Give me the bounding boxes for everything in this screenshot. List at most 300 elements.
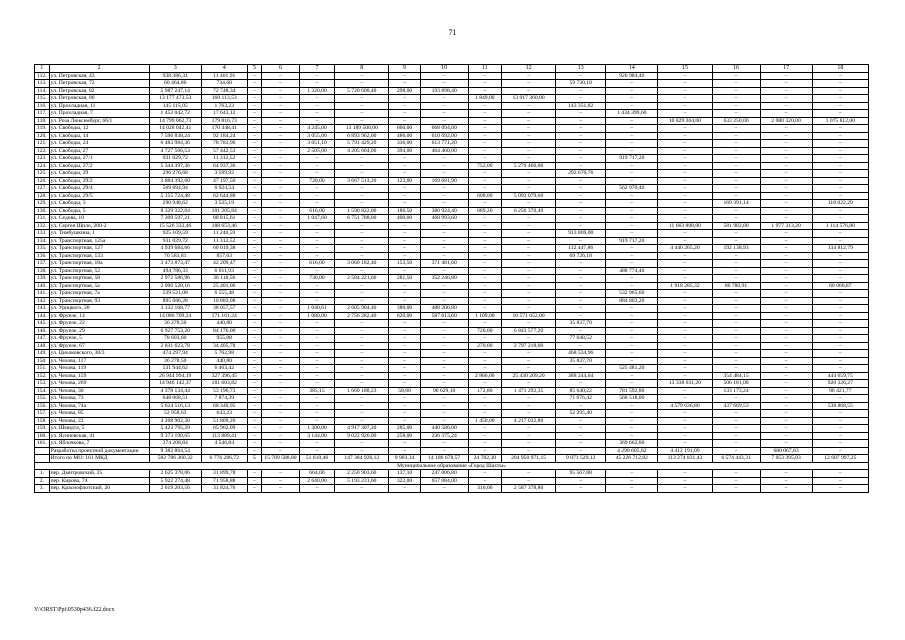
table-cell: – xyxy=(812,335,868,343)
table-cell: ул. Чехова, 73 xyxy=(49,395,149,403)
table-row xyxy=(35,252,869,260)
table-cell: – xyxy=(468,252,501,260)
table-cell: – xyxy=(262,305,300,313)
table-cell: – xyxy=(712,140,760,148)
table-cell: – xyxy=(420,380,468,388)
table-cell: – xyxy=(247,87,262,95)
table-cell: 920 326,27 xyxy=(812,380,868,388)
table-cell: – xyxy=(335,110,389,118)
table-cell: – xyxy=(501,477,555,485)
table-cell: 2 625 378,06 xyxy=(149,470,201,478)
table-cell: – xyxy=(420,222,468,230)
table-cell: 144. xyxy=(35,312,50,320)
table-cell: – xyxy=(658,102,712,110)
table-cell: – xyxy=(501,245,555,253)
table-cell: – xyxy=(420,357,468,365)
table-cell: 1 114 576,80 xyxy=(812,222,868,230)
table-cell: – xyxy=(468,320,501,328)
table-cell: 608,00 xyxy=(468,192,501,200)
table-cell: – xyxy=(556,200,606,208)
table-cell: – xyxy=(420,320,468,328)
table-cell: – xyxy=(606,80,658,88)
table-cell: 118 022,29 xyxy=(812,200,868,208)
table-cell: – xyxy=(712,320,760,328)
table-cell: 569 894,94 xyxy=(149,185,201,193)
table-cell: – xyxy=(299,155,334,163)
table-cell: – xyxy=(247,305,262,313)
table-cell: – xyxy=(556,95,606,103)
table-row xyxy=(35,200,869,208)
table-cell: 136. xyxy=(35,252,50,260)
table-cell: – xyxy=(812,230,868,238)
table-cell: – xyxy=(760,365,812,373)
table-cell: – xyxy=(299,440,334,448)
table-cell: – xyxy=(606,282,658,290)
table-cell: – xyxy=(760,357,812,365)
table-cell: – xyxy=(501,140,555,148)
table-cell: 270,00 xyxy=(468,342,501,350)
table-cell: – xyxy=(468,245,501,253)
table-cell: – xyxy=(658,440,712,448)
table-cell: 112 447,86 xyxy=(556,245,606,253)
table-row xyxy=(35,72,869,80)
table-cell: – xyxy=(501,237,555,245)
table-cell: ул. Тимбушкина, 1 xyxy=(49,230,149,238)
table-cell: 6 574 443,31 xyxy=(712,455,760,463)
table-cell: – xyxy=(760,192,812,200)
table-cell: – xyxy=(262,402,300,410)
table-cell: – xyxy=(262,387,300,395)
table-cell: 322,00 xyxy=(389,477,420,485)
table-cell: – xyxy=(420,80,468,88)
table-row xyxy=(35,147,869,155)
table-cell: – xyxy=(812,275,868,283)
table-cell: 247 006,80 xyxy=(420,470,468,478)
table-cell: 96 421,77 xyxy=(812,387,868,395)
table-cell: – xyxy=(420,267,468,275)
table-cell: – xyxy=(247,342,262,350)
table-cell: ул. Прохладная, 7 xyxy=(49,110,149,118)
table-cell: – xyxy=(468,395,501,403)
table-cell: 1 977 313,20 xyxy=(760,222,812,230)
table-cell: – xyxy=(606,470,658,478)
table-cell: – xyxy=(262,365,300,373)
table-cell: – xyxy=(606,432,658,440)
table-cell: 494 786,33 xyxy=(149,267,201,275)
table-cell: – xyxy=(812,470,868,478)
table-cell: 5 922 274,48 xyxy=(149,477,201,485)
table-cell: – xyxy=(556,215,606,223)
table-cell: 146. xyxy=(35,327,50,335)
table-cell: 2 640,00 xyxy=(299,477,334,485)
table-cell: – xyxy=(812,477,868,485)
table-cell: – xyxy=(389,402,420,410)
table-cell: 3 xyxy=(149,65,201,73)
table-cell: – xyxy=(335,342,389,350)
table-cell: – xyxy=(262,170,300,178)
table-cell: Итого по МО: 161 МКД xyxy=(49,455,149,463)
table-cell: 285,00 xyxy=(389,425,420,433)
table-cell: – xyxy=(712,192,760,200)
table-row xyxy=(35,485,869,493)
table-cell: – xyxy=(760,230,812,238)
table-cell: ул. Циолковского, 30/3 xyxy=(49,350,149,358)
table-cell: 369 662,00 xyxy=(606,440,658,448)
table-cell: 9 xyxy=(389,65,420,73)
table-cell: 122. xyxy=(35,147,50,155)
table-cell: 45 226 712,82 xyxy=(606,455,658,463)
table-cell: 6 011,93 xyxy=(201,267,247,275)
table-cell: – xyxy=(299,320,334,328)
table-cell: ул. Свободы, 3 xyxy=(49,200,149,208)
table-cell: 13 189 500,00 xyxy=(335,125,389,133)
table-cell: – xyxy=(760,132,812,140)
table-row xyxy=(35,395,869,403)
table-cell: – xyxy=(299,335,334,343)
table-cell: – xyxy=(335,485,389,493)
table-cell: 7 596 838,24 xyxy=(149,132,201,140)
table-cell: – xyxy=(556,447,606,455)
table-cell: – xyxy=(812,207,868,215)
table-cell: 3 884 392,60 xyxy=(149,177,201,185)
table-cell: – xyxy=(335,162,389,170)
table-cell: – xyxy=(658,432,712,440)
table-cell: – xyxy=(501,447,555,455)
table-cell: – xyxy=(335,335,389,343)
table-cell: – xyxy=(760,485,812,493)
table-cell: – xyxy=(501,110,555,118)
table-cell: 9 903,34 xyxy=(389,455,420,463)
table-cell: – xyxy=(247,380,262,388)
table-cell: – xyxy=(468,125,501,133)
table-cell: 169 391,14 xyxy=(712,200,760,208)
table-cell: – xyxy=(468,282,501,290)
table-cell: – xyxy=(812,162,868,170)
table-cell: 125. xyxy=(35,170,50,178)
table-cell: ул. Свободы, 24 xyxy=(49,140,149,148)
table-cell: 1 320,00 xyxy=(299,87,334,95)
table-cell: – xyxy=(606,320,658,328)
table-cell: – xyxy=(712,312,760,320)
table-cell: – xyxy=(712,410,760,418)
table-cell: 36 278,50 xyxy=(149,357,201,365)
table-cell: – xyxy=(658,170,712,178)
table-cell: – xyxy=(468,335,501,343)
table-cell: 1 918 285,32 xyxy=(658,282,712,290)
table-cell: 5 093 079,60 xyxy=(501,192,555,200)
table-cell: – xyxy=(760,297,812,305)
table-cell: – xyxy=(420,72,468,80)
table-cell: – xyxy=(468,102,501,110)
table-row xyxy=(35,230,869,238)
table-cell: – xyxy=(299,95,334,103)
table-cell: – xyxy=(335,327,389,335)
table-row xyxy=(35,102,869,110)
table-cell: 84 176,00 xyxy=(201,327,247,335)
table-cell: – xyxy=(712,417,760,425)
table-cell: 35 837,70 xyxy=(556,357,606,365)
table-cell: – xyxy=(247,117,262,125)
table-cell: – xyxy=(247,147,262,155)
table-cell: 160. xyxy=(35,432,50,440)
table-cell: – xyxy=(556,87,606,95)
table-cell: – xyxy=(262,297,300,305)
table-cell: 120. xyxy=(35,132,50,140)
table-cell: – xyxy=(556,72,606,80)
table-cell: 18 xyxy=(812,65,868,73)
table-cell: 506 181,08 xyxy=(712,380,760,388)
table-cell: 17 xyxy=(760,65,812,73)
table-cell: – xyxy=(247,200,262,208)
table-cell: 440,80 xyxy=(201,357,247,365)
table-cell: 70 583,81 xyxy=(149,252,201,260)
table-cell: 26 944 994,19 xyxy=(149,372,201,380)
table-row xyxy=(35,140,869,148)
table-cell: 720,00 xyxy=(299,177,334,185)
table-cell: 9 382 864,54 xyxy=(149,447,201,455)
table-cell: 127. xyxy=(35,185,50,193)
table-cell: – xyxy=(389,117,420,125)
table-cell: – xyxy=(501,252,555,260)
table-cell: 955,08 xyxy=(201,335,247,343)
table-cell: – xyxy=(262,95,300,103)
table-cell: 36 278,50 xyxy=(149,320,201,328)
table-cell: 121. xyxy=(35,140,50,148)
table-cell: – xyxy=(262,447,300,455)
table-cell: – xyxy=(606,350,658,358)
table-cell: – xyxy=(389,395,420,403)
table-cell: – xyxy=(556,425,606,433)
table-cell: – xyxy=(501,222,555,230)
table-row xyxy=(35,432,869,440)
table-cell: ул. Фрунзе, 29 xyxy=(49,327,149,335)
table-cell: – xyxy=(760,410,812,418)
table-cell: 10 829 364,00 xyxy=(658,117,712,125)
table-cell: 51 869,20 xyxy=(201,417,247,425)
table-cell: – xyxy=(760,162,812,170)
table-cell: 895 686,28 xyxy=(149,297,201,305)
table-cell: 1 xyxy=(35,65,50,73)
table-cell: – xyxy=(299,117,334,125)
table-cell: 1 450,00 xyxy=(468,417,501,425)
table-cell: – xyxy=(299,350,334,358)
table-cell: – xyxy=(468,305,501,313)
table-cell: – xyxy=(262,410,300,418)
table-cell: – xyxy=(501,357,555,365)
table-cell: 5 193 231,60 xyxy=(335,477,389,485)
table-cell: – xyxy=(262,87,300,95)
table-cell: 620,00 xyxy=(389,312,420,320)
table-cell: 14 028 042,41 xyxy=(149,125,201,133)
table-cell: – xyxy=(501,267,555,275)
table-cell: 3 051,10 xyxy=(299,140,334,148)
table-cell: 5 791 429,20 xyxy=(335,140,389,148)
table-cell: 3 535,19 xyxy=(201,200,247,208)
table-cell: – xyxy=(556,237,606,245)
table-cell: – xyxy=(658,395,712,403)
table-cell: 633 250,00 xyxy=(712,117,760,125)
table-cell: – xyxy=(389,447,420,455)
table-cell: – xyxy=(606,402,658,410)
table-cell: 12 xyxy=(501,65,555,73)
table-cell: 135. xyxy=(35,245,50,253)
table-cell: – xyxy=(247,365,262,373)
table-cell: – xyxy=(247,155,262,163)
table-cell: – xyxy=(468,185,501,193)
table-cell: – xyxy=(556,162,606,170)
table-cell: – xyxy=(712,207,760,215)
table-cell: – xyxy=(606,410,658,418)
table-cell: – xyxy=(606,87,658,95)
table-cell: – xyxy=(335,380,389,388)
table-cell: – xyxy=(658,87,712,95)
table-cell: 582 786 360,32 xyxy=(149,455,201,463)
table-cell: – xyxy=(556,327,606,335)
table-cell: – xyxy=(712,185,760,193)
table-cell: 532 965,60 xyxy=(606,290,658,298)
table-cell: – xyxy=(335,395,389,403)
table-cell: – xyxy=(501,230,555,238)
table-cell: 660,00 xyxy=(389,125,420,133)
table-cell: – xyxy=(712,477,760,485)
table-cell: пер. Кирова, 74 xyxy=(49,477,149,485)
section-row xyxy=(35,462,869,470)
table-row xyxy=(35,290,869,298)
table-cell: – xyxy=(420,162,468,170)
table-cell: 616,00 xyxy=(299,260,334,268)
table-cell: – xyxy=(606,117,658,125)
table-cell: 2 584 221,60 xyxy=(335,275,389,283)
table-cell: – xyxy=(812,237,868,245)
table-cell: – xyxy=(812,425,868,433)
table-cell: ул. Фрунзе, 5 xyxy=(49,335,149,343)
table-cell: 538 868,55 xyxy=(812,402,868,410)
table-cell: 156. xyxy=(35,402,50,410)
table-cell: 236 375,24 xyxy=(420,432,468,440)
table-cell: – xyxy=(420,117,468,125)
table-cell: 5 987 247,14 xyxy=(149,87,201,95)
table-cell: – xyxy=(812,320,868,328)
table-cell: – xyxy=(335,320,389,328)
table-cell: 154. xyxy=(35,387,50,395)
table-cell: пер. Краснофлотский, 20 xyxy=(49,485,149,493)
table-cell: – xyxy=(712,95,760,103)
table-cell: – xyxy=(556,192,606,200)
table-cell: – xyxy=(420,485,468,493)
table-cell: – xyxy=(299,410,334,418)
table-cell: – xyxy=(247,185,262,193)
table-cell: – xyxy=(760,417,812,425)
table-cell: – xyxy=(420,237,468,245)
table-cell: – xyxy=(247,417,262,425)
table-cell: – xyxy=(468,132,501,140)
table-cell: – xyxy=(501,320,555,328)
table-cell: – xyxy=(299,402,334,410)
table-cell: – xyxy=(420,335,468,343)
table-cell: – xyxy=(760,335,812,343)
table-cell: ул. Свободы, 27/1 xyxy=(49,155,149,163)
table-cell: – xyxy=(760,87,812,95)
table-cell: 170 448,41 xyxy=(201,125,247,133)
table-cell: – xyxy=(556,342,606,350)
table-cell: 16 xyxy=(712,65,760,73)
table-cell: 464 460,00 xyxy=(420,147,468,155)
table-cell: – xyxy=(335,410,389,418)
table-cell: 931 029,72 xyxy=(149,155,201,163)
table-cell: – xyxy=(262,485,300,493)
table-cell: 95 567,88 xyxy=(556,470,606,478)
table-row xyxy=(35,260,869,268)
table-cell: – xyxy=(299,170,334,178)
table-cell: – xyxy=(420,410,468,418)
table-cell: – xyxy=(501,155,555,163)
table-row xyxy=(35,350,869,358)
table-cell: 192 138,93 xyxy=(712,245,760,253)
table-cell: 47 197,50 xyxy=(201,177,247,185)
table-cell: – xyxy=(468,87,501,95)
table-cell: – xyxy=(556,275,606,283)
table-cell: 385,15 xyxy=(299,387,334,395)
table-cell: 4 546,84 xyxy=(201,440,247,448)
table-cell: – xyxy=(247,72,262,80)
table-cell: – xyxy=(658,260,712,268)
table-cell: 11 401,91 xyxy=(201,72,247,80)
table-cell: ул. Свободы, 27 xyxy=(49,147,149,155)
table-cell: 171 161,24 xyxy=(201,312,247,320)
table-cell: – xyxy=(262,320,300,328)
table-cell: – xyxy=(712,342,760,350)
table-cell: – xyxy=(712,425,760,433)
table-cell: – xyxy=(606,425,658,433)
table-cell: – xyxy=(389,410,420,418)
table-cell: – xyxy=(262,395,300,403)
table-row xyxy=(35,110,869,118)
table-cell: 11 312,52 xyxy=(201,237,247,245)
table-cell: 1 590 822,00 xyxy=(335,207,389,215)
table-cell: – xyxy=(556,140,606,148)
table-cell: 3 667 513,20 xyxy=(335,177,389,185)
table-cell: – xyxy=(606,170,658,178)
table-row xyxy=(35,365,869,373)
table-cell: – xyxy=(812,410,868,418)
table-cell: – xyxy=(335,357,389,365)
table-cell: – xyxy=(501,470,555,478)
table-cell: – xyxy=(247,80,262,88)
table-cell: – xyxy=(262,185,300,193)
table-cell: – xyxy=(262,260,300,268)
table-cell: – xyxy=(606,162,658,170)
table-cell: – xyxy=(712,260,760,268)
table-cell: ул. Петровская, 72 xyxy=(49,80,149,88)
table-cell: – xyxy=(247,312,262,320)
table-cell: 58,00 xyxy=(389,387,420,395)
table-cell: – xyxy=(468,147,501,155)
table-cell: – xyxy=(812,132,868,140)
table-cell: 444 659,75 xyxy=(812,372,868,380)
table-cell: – xyxy=(658,320,712,328)
table-cell: 188 653,46 xyxy=(201,222,247,230)
table-cell: ул. Ясиновская, 41 xyxy=(49,432,149,440)
table-cell: – xyxy=(247,290,262,298)
table-cell: – xyxy=(712,470,760,478)
table-cell: 126. xyxy=(35,177,50,185)
table-cell: – xyxy=(760,72,812,80)
table-cell: 160 113,53 xyxy=(201,95,247,103)
table-cell: – xyxy=(712,102,760,110)
table-cell: 186,50 xyxy=(389,207,420,215)
table-cell: 1 109,00 xyxy=(468,312,501,320)
table-cell: – xyxy=(420,185,468,193)
